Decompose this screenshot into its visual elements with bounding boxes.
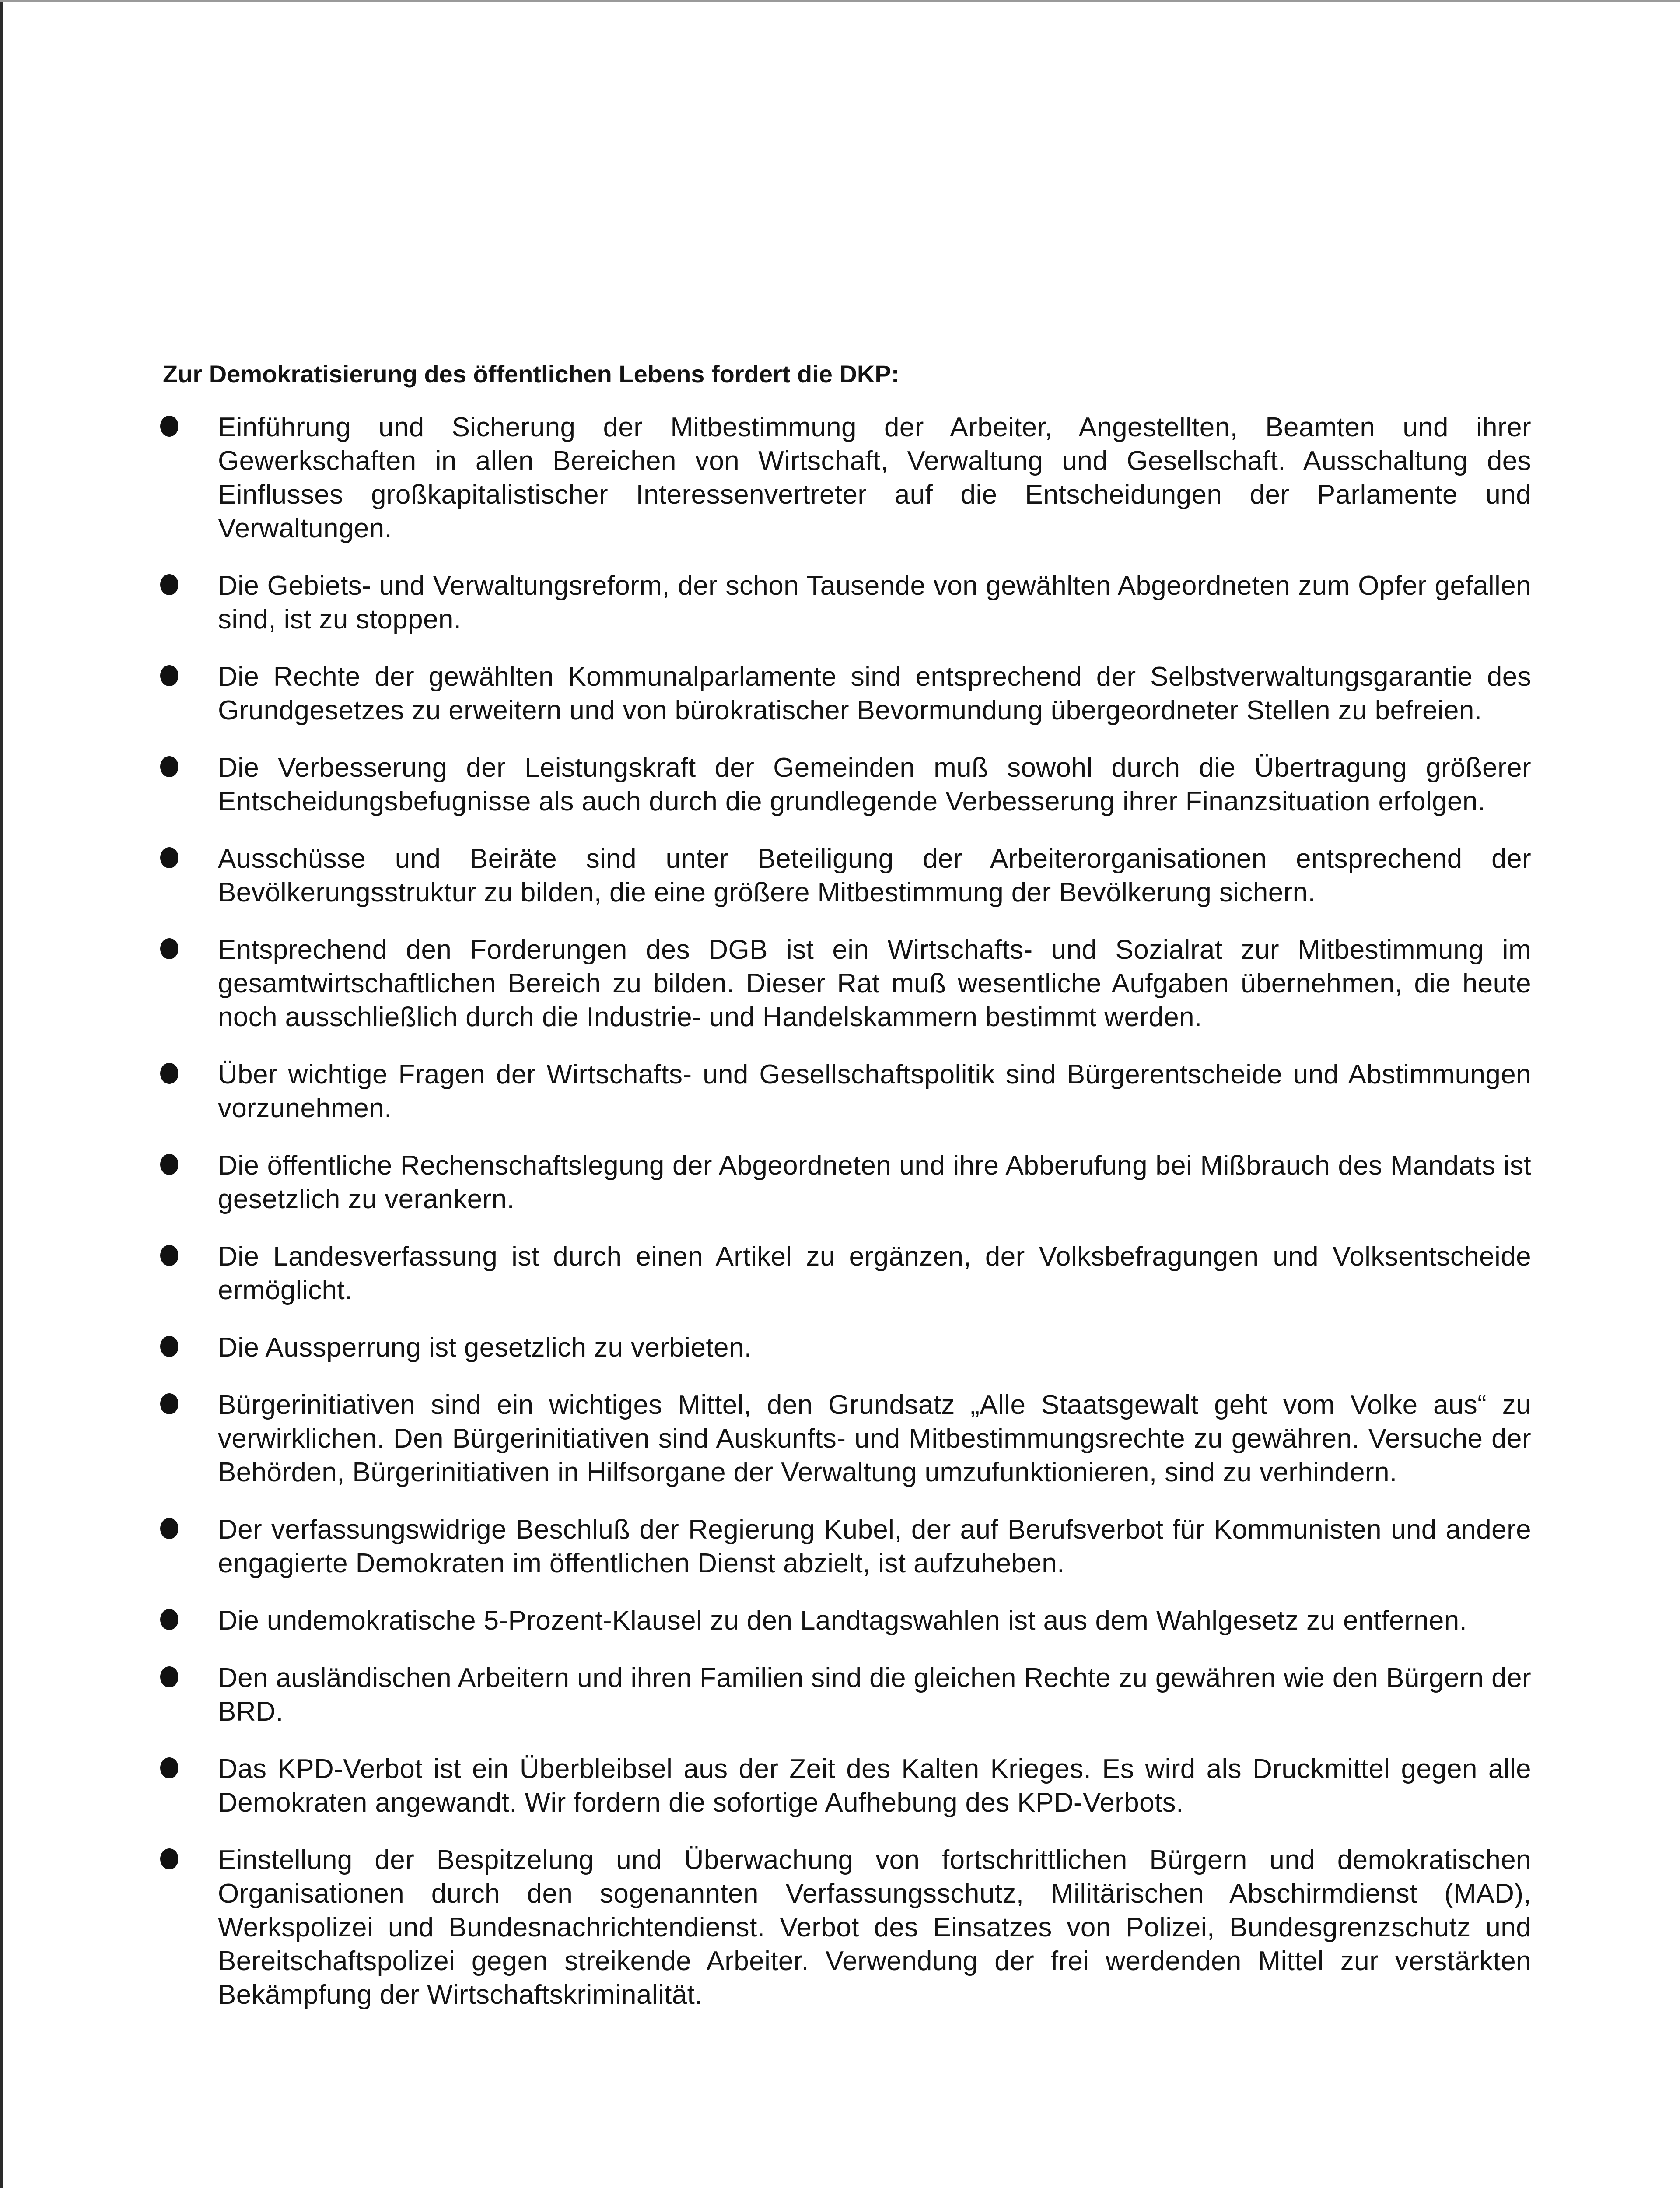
scan-top-edge (0, 0, 1680, 2)
bullet-icon (160, 1245, 178, 1266)
list-item (0, 1604, 1680, 1637)
section-heading: Zur Demokratisierung des öffentlichen Lebens fordert die DKP: (163, 360, 900, 388)
list-item (0, 410, 1680, 545)
bullet-icon (160, 756, 178, 777)
list-item (0, 660, 1680, 727)
list-item-text: Die Landesverfassung ist durch einen Artikel zu ergänzen, der Volksbefragungen und Volksentscheide ermöglicht. (218, 1241, 1531, 1305)
bullet-icon (160, 574, 178, 595)
list-item (0, 1058, 1680, 1125)
bullet-icon (160, 665, 178, 686)
list-item-text: Die undemokratische 5-Prozent-Klausel zu den Landtagswahlen ist aus dem Wahlgesetz zu entfernen. (218, 1606, 1467, 1636)
bullet-icon (160, 1336, 178, 1357)
list-item (0, 1661, 1680, 1729)
list-item (0, 751, 1680, 818)
list-item (0, 1149, 1680, 1216)
list-item (0, 842, 1680, 909)
list-item (0, 1388, 1680, 1489)
list-item (0, 1240, 1680, 1307)
list-item-text: Entsprechend den Forderungen des DGB ist ein Wirtschafts- und Sozialrat zur Mitbestimmung im gesamtwirtschaftlichen Bereich zu bilden. Dieser Rat muß wesentliche Aufgaben übernehmen, die heute noch ausschließlich durch die Industrie- und Handelskammern bestimmt werden. (218, 935, 1531, 1032)
list-item-text: Die Aussperrung ist gesetzlich zu verbieten. (218, 1332, 752, 1363)
list-item (0, 1843, 1680, 2012)
bullet-icon (160, 847, 178, 868)
list-item-text: Der verfassungswidrige Beschluß der Regierung Kubel, der auf Berufsverbot für Kommunisten und andere engagierte Demokraten im öffentlichen Dienst abzielt, ist aufzuheben. (218, 1515, 1531, 1578)
list-item-text: Die Rechte der gewählten Kommunalparlamente sind entsprechend der Selbstverwaltungsgarantie des Grundgesetzes zu erweitern und von bürokratischer Bevormundung übergeordneter Stellen zu befreien. (218, 662, 1531, 726)
bullet-icon (160, 1666, 178, 1687)
list-item-text: Den ausländischen Arbeitern und ihren Familien sind die gleichen Rechte zu gewähren wie den Bürgern der BRD. (218, 1663, 1531, 1727)
bullet-icon (160, 1518, 178, 1539)
list-item-text: Die Gebiets- und Verwaltungsreform, der schon Tausende von gewählten Abgeordneten zum Opfer gefallen sind, ist zu stoppen. (218, 571, 1531, 635)
bullet-icon (160, 1393, 178, 1414)
list-item (0, 1331, 1680, 1364)
list-item (0, 569, 1680, 636)
list-item-text: Einstellung der Bespitzelung und Überwachung von fortschrittlichen Bürgern und demokratischen Organisationen durch den sogenannten Verfassungsschutz, Militärischen Abschirmdienst (MAD), Werkspolizei und Bundesnachrichtendienst. Verbot des Einsatzes von Polizei, Bundesgrenzschutz und Bereitschaftspolizei gegen streikende Arbeiter. Verwendung der frei werdenden Mittel zur verstärkten Bekämpfung der Wirtschaftskriminalität. (218, 1845, 1531, 2010)
bullet-icon (160, 1848, 178, 1869)
list-item (0, 1513, 1680, 1580)
bullet-icon (160, 1757, 178, 1778)
list-item-text: Das KPD-Verbot ist ein Überbleibsel aus der Zeit des Kalten Krieges. Es wird als Druckmittel gegen alle Demokraten angewandt. Wir fordern die sofortige Aufhebung des KPD-Verbots. (218, 1754, 1531, 1818)
demands-list (0, 410, 1680, 2035)
list-item (0, 1752, 1680, 1820)
bullet-icon (160, 1063, 178, 1084)
list-item-text: Die Verbesserung der Leistungskraft der Gemeinden muß sowohl durch die Übertragung größerer Entscheidungsbefugnisse als auch durch die grundlegende Verbesserung ihrer Finanzsituation erfolgen. (218, 753, 1531, 817)
list-item-text: Einführung und Sicherung der Mitbestimmung der Arbeiter, Angestellten, Beamten und ihrer Gewerkschaften in allen Bereichen von Wirtschaft, Verwaltung und Gesellschaft. Ausschaltung des Einflusses großkapitalistischer Interessenvertreter auf die Entscheidungen der Parlamente und Verwaltungen. (218, 412, 1531, 543)
list-item-text: Bürgerinitiativen sind ein wichtiges Mittel, den Grundsatz „Alle Staatsgewalt geht vom Volke aus“ zu verwirklichen. Den Bürgerinitiativen sind Auskunfts- und Mitbestimmungsrechte zu gewähren. Versuche der Behörden, Bürgerinitiativen in Hilfsorgane der Verwaltung umzufunktionieren, sind zu verhindern. (218, 1390, 1531, 1487)
list-item (0, 933, 1680, 1034)
bullet-icon (160, 1154, 178, 1175)
bullet-icon (160, 416, 178, 437)
list-item-text: Die öffentliche Rechenschaftslegung der Abgeordneten und ihre Abberufung bei Mißbrauch des Mandats ist gesetzlich zu verankern. (218, 1150, 1531, 1214)
bullet-icon (160, 1609, 178, 1630)
list-item-text: Ausschüsse und Beiräte sind unter Beteiligung der Arbeiterorganisationen entsprechend der Bevölkerungsstruktur zu bilden, die eine größere Mitbestimmung der Bevölkerung sichern. (218, 844, 1531, 908)
list-item-text: Über wichtige Fragen der Wirtschafts- und Gesellschaftspolitik sind Bürgerentscheide und Abstimmungen vorzunehmen. (218, 1059, 1531, 1123)
bullet-icon (160, 938, 178, 959)
